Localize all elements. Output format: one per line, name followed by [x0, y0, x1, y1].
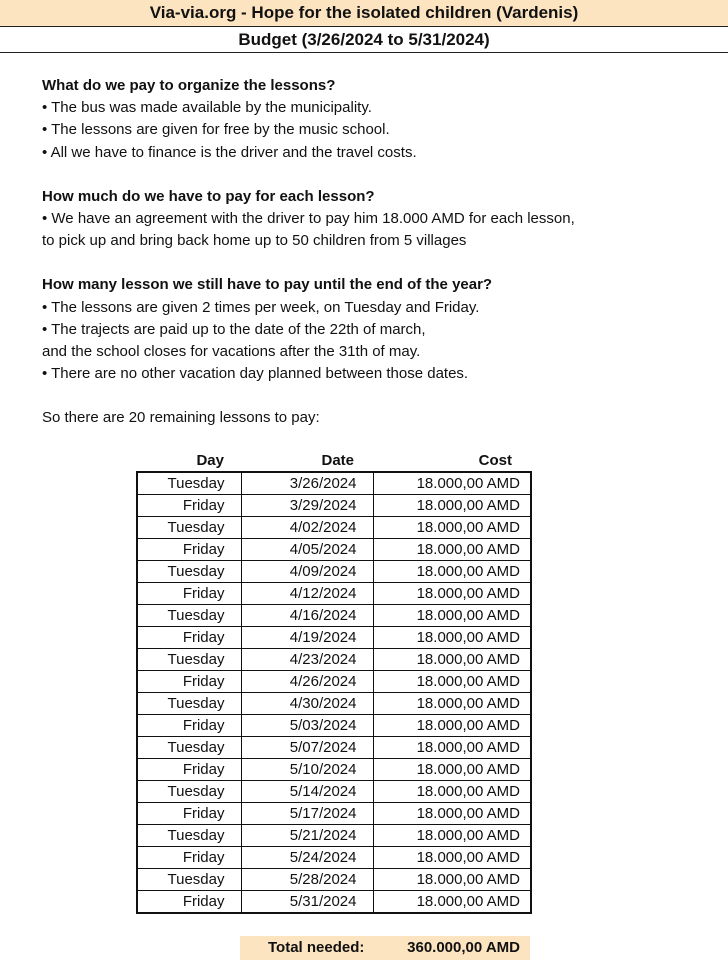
cell-cost: 18.000,00 AMD: [373, 759, 531, 781]
table-row: [137, 825, 531, 847]
table-row: [137, 891, 531, 914]
text-line: • All we have to finance is the driver and the travel costs.: [42, 143, 417, 161]
cell-date: 5/14/2024: [241, 781, 373, 803]
cell-cost: 18.000,00 AMD: [373, 583, 531, 605]
text-line: • We have an agreement with the driver to pay him 18.000 AMD for each lesson,: [42, 209, 575, 227]
cell-day: Friday: [137, 583, 241, 605]
section-heading: How much do we have to pay for each lesson?: [42, 187, 375, 205]
cell-day: Tuesday: [137, 517, 241, 539]
cell-day: Friday: [137, 891, 241, 914]
cell-day: Tuesday: [137, 605, 241, 627]
cell-day: Friday: [137, 671, 241, 693]
text-line: • There are no other vacation day planned between those dates.: [42, 365, 469, 383]
cell-day: Tuesday: [137, 781, 241, 803]
cell-date: 3/26/2024: [241, 472, 373, 495]
cell-day: Tuesday: [137, 737, 241, 759]
table-row: [137, 495, 531, 517]
table-row: [137, 759, 531, 781]
cell-cost: 18.000,00 AMD: [373, 495, 531, 517]
explanation-text: [42, 75, 702, 429]
cell-day: Friday: [137, 759, 241, 781]
lessons-table: [136, 471, 532, 914]
cell-cost: 18.000,00 AMD: [373, 671, 531, 693]
section-heading: How many lesson we still have to pay until the end of the year?: [42, 276, 493, 294]
cell-cost: 18.000,00 AMD: [373, 605, 531, 627]
total-row: [240, 936, 530, 960]
cell-day: Friday: [137, 539, 241, 561]
table-row: [137, 715, 531, 737]
cell-day: Tuesday: [137, 869, 241, 891]
text-line: • The lessons are given for free by the music school.: [42, 121, 390, 139]
cell-date: 5/28/2024: [241, 869, 373, 891]
cell-day: Friday: [137, 627, 241, 649]
cell-date: 5/07/2024: [241, 737, 373, 759]
cell-cost: 18.000,00 AMD: [373, 627, 531, 649]
cell-day: Tuesday: [137, 472, 241, 495]
cell-date: 5/24/2024: [241, 847, 373, 869]
cell-date: 4/02/2024: [241, 517, 373, 539]
cell-cost: 18.000,00 AMD: [373, 803, 531, 825]
cell-date: 5/31/2024: [241, 891, 373, 914]
cell-date: 4/12/2024: [241, 583, 373, 605]
cell-day: Tuesday: [137, 825, 241, 847]
table-row: [137, 869, 531, 891]
text-line: to pick up and bring back home up to 50 children from 5 villages: [42, 232, 467, 250]
cell-cost: 18.000,00 AMD: [373, 737, 531, 759]
cell-day: Friday: [137, 495, 241, 517]
table-row: [137, 517, 531, 539]
table-row: [137, 737, 531, 759]
table-row: [137, 693, 531, 715]
summary-line: So there are 20 remaining lessons to pay:: [42, 409, 320, 427]
cell-date: 5/03/2024: [241, 715, 373, 737]
cell-cost: 18.000,00 AMD: [373, 891, 531, 914]
cell-date: 4/23/2024: [241, 649, 373, 671]
budget-subtitle: Budget (3/26/2024 to 5/31/2024): [0, 27, 728, 53]
table-row: [137, 605, 531, 627]
cell-cost: 18.000,00 AMD: [373, 869, 531, 891]
table-row: [137, 847, 531, 869]
cell-date: 4/26/2024: [241, 671, 373, 693]
cell-date: 4/30/2024: [241, 693, 373, 715]
section-heading: What do we pay to organize the lessons?: [42, 77, 336, 94]
table-row: [137, 671, 531, 693]
cell-date: 5/21/2024: [241, 825, 373, 847]
cell-date: 4/19/2024: [241, 627, 373, 649]
table-row: [137, 649, 531, 671]
table-row: [137, 781, 531, 803]
cell-date: 4/09/2024: [241, 561, 373, 583]
text-line: and the school closes for vacations after the 31th of may.: [42, 342, 421, 360]
cell-day: Tuesday: [137, 693, 241, 715]
cell-day: Friday: [137, 803, 241, 825]
table-row: [137, 539, 531, 561]
cell-cost: 18.000,00 AMD: [373, 825, 531, 847]
cell-day: Tuesday: [137, 561, 241, 583]
table-row: [137, 803, 531, 825]
cell-date: 4/05/2024: [241, 539, 373, 561]
table-header: [136, 451, 530, 471]
table-row: [137, 627, 531, 649]
cell-date: 4/16/2024: [241, 605, 373, 627]
cell-cost: 18.000,00 AMD: [373, 847, 531, 869]
table-row: [137, 472, 531, 495]
text-line: • The trajects are paid up to the date of the 22th of march,: [42, 320, 426, 338]
cell-cost: 18.000,00 AMD: [373, 517, 531, 539]
text-line: • The lessons are given 2 times per week, on Tuesday and Friday.: [42, 298, 480, 316]
cell-date: 3/29/2024: [241, 495, 373, 517]
cell-date: 5/17/2024: [241, 803, 373, 825]
cell-cost: 18.000,00 AMD: [373, 781, 531, 803]
cell-day: Friday: [137, 847, 241, 869]
cell-cost: 18.000,00 AMD: [373, 539, 531, 561]
document-title: Via-via.org - Hope for the isolated children (Vardenis): [0, 0, 728, 27]
header-date: Date: [321, 452, 354, 469]
cell-cost: 18.000,00 AMD: [373, 561, 531, 583]
cell-cost: 18.000,00 AMD: [373, 649, 531, 671]
cell-cost: 18.000,00 AMD: [373, 693, 531, 715]
total-value: 360.000,00 AMD: [407, 939, 520, 956]
table-row: [137, 583, 531, 605]
text-line: • The bus was made available by the municipality.: [42, 99, 372, 117]
total-label: Total needed:: [268, 939, 365, 956]
cell-day: Friday: [137, 715, 241, 737]
cell-cost: 18.000,00 AMD: [373, 472, 531, 495]
cell-date: 5/10/2024: [241, 759, 373, 781]
header-day: Day: [196, 452, 224, 469]
table-row: [137, 561, 531, 583]
cell-day: Tuesday: [137, 649, 241, 671]
header-cost: Cost: [478, 452, 512, 469]
cell-cost: 18.000,00 AMD: [373, 715, 531, 737]
